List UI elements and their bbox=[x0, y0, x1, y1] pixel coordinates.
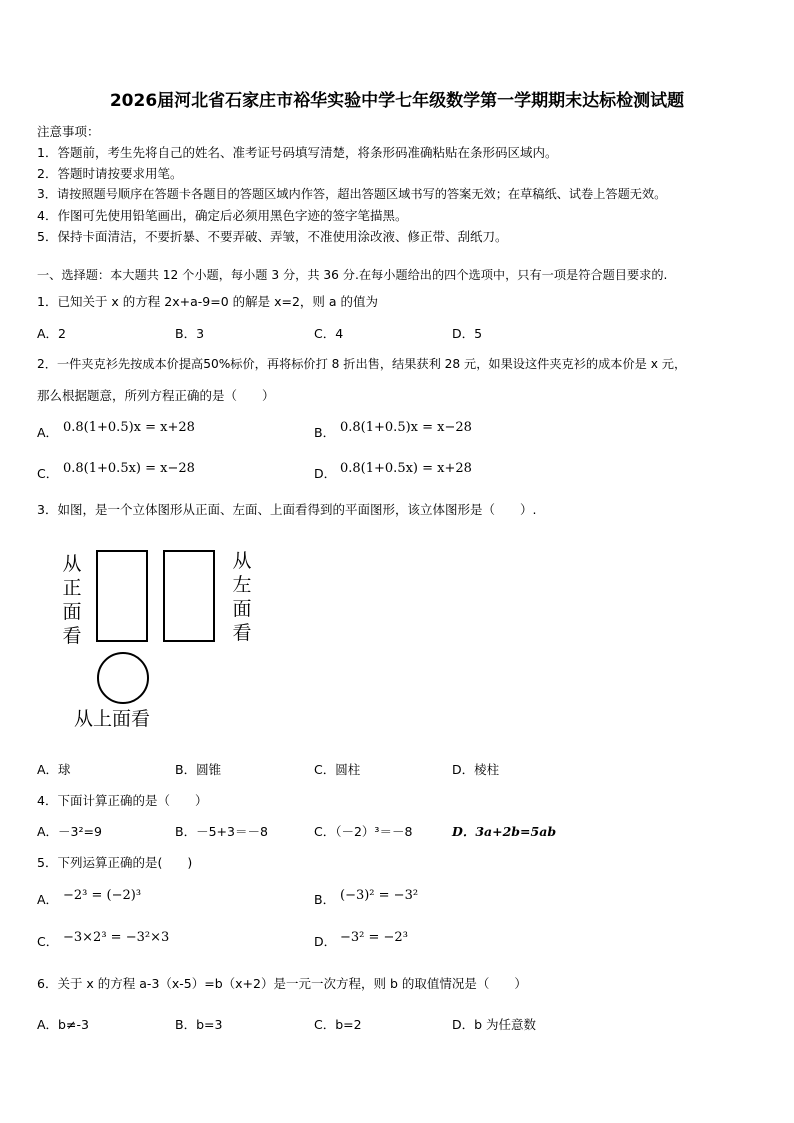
question-5-option-c-label: C． bbox=[37, 934, 59, 949]
question-5-option-b: (−3)² = −3² bbox=[340, 888, 419, 903]
question-5-option-a-label: A． bbox=[37, 892, 59, 907]
question-4-option-b: B．－5+3＝－8 bbox=[175, 824, 268, 839]
question-1-option-b: B．3 bbox=[175, 326, 205, 341]
question-3-option-c: C．圆柱 bbox=[314, 762, 361, 777]
question-4-option-a: A．－3²=9 bbox=[37, 824, 102, 839]
left-view-label: 从 左 面 看 bbox=[232, 550, 252, 644]
notice-heading: 注意事项： bbox=[37, 124, 100, 139]
question-6-stem: 6．关于 x 的方程 a-3（x-5）=b（x+2）是一元一次方程，则 b 的取值情况是（ ） bbox=[37, 976, 527, 991]
question-5-option-c: −3×2³ = −3²×3 bbox=[63, 930, 170, 945]
question-5-option-a: −2³ = (−2)³ bbox=[63, 888, 142, 903]
question-1-option-c: C．4 bbox=[314, 326, 344, 341]
question-1-stem: 1．已知关于 x 的方程 2x+a-9=0 的解是 x=2，则 a 的值为 bbox=[37, 294, 379, 309]
notice-item: 1．答题前，考生先将自己的姓名、准考证号码填写清楚，将条形码准确粘贴在条形码区域内。 bbox=[37, 145, 558, 160]
top-view-circle bbox=[97, 652, 149, 704]
front-view-label: 从 正 面 看 bbox=[62, 553, 82, 647]
question-1-option-d: D．5 bbox=[452, 326, 483, 341]
question-3-option-d: D．棱柱 bbox=[452, 762, 500, 777]
question-6-option-c: C．b=2 bbox=[314, 1017, 362, 1032]
question-2-option-b-label: B． bbox=[314, 425, 336, 440]
front-view-rectangle bbox=[96, 550, 148, 642]
question-2-option-d-label: D． bbox=[314, 466, 337, 481]
question-6-option-d: D．b 为任意数 bbox=[452, 1017, 537, 1032]
notice-item: 4．作图可先使用铅笔画出，确定后必须用黑色字迹的签字笔描黑。 bbox=[37, 208, 408, 223]
question-2-option-c: 0.8(1+0.5x) = x−28 bbox=[63, 461, 195, 476]
question-5-option-d: −3² = −2³ bbox=[340, 930, 408, 945]
question-5-option-b-label: B． bbox=[314, 892, 336, 907]
question-6-option-b: B．b=3 bbox=[175, 1017, 223, 1032]
question-2-stem-cont: 那么根据题意，所列方程正确的是（ ） bbox=[37, 388, 275, 403]
page-title: 2026届河北省石家庄市裕华实验中学七年级数学第一学期期末达标检测试题 bbox=[109, 91, 685, 111]
question-4-option-d: D．3a+2b=5ab bbox=[452, 824, 557, 839]
section-heading: 一、选择题：本大题共 12 个小题，每小题 3 分，共 36 分.在每小题给出的四个选项中，只有一项是符合题目要求的. bbox=[37, 268, 668, 282]
question-3-option-a: A．球 bbox=[37, 762, 71, 777]
question-3-option-b: B．圆锥 bbox=[175, 762, 222, 777]
question-4-stem: 4．下面计算正确的是（ ） bbox=[37, 793, 208, 808]
question-2-option-c-label: C． bbox=[37, 466, 59, 481]
question-6-option-a: A．b≠-3 bbox=[37, 1017, 89, 1032]
question-2-option-a-label: A． bbox=[37, 425, 59, 440]
question-2-option-d: 0.8(1+0.5x) = x+28 bbox=[340, 461, 472, 476]
top-view-label: 从上面看 bbox=[74, 708, 151, 730]
question-4-option-c: C．（－2）³＝－8 bbox=[314, 824, 413, 839]
question-1-option-a: A．2 bbox=[37, 326, 67, 341]
question-2-option-b: 0.8(1+0.5)x = x−28 bbox=[340, 420, 472, 435]
question-3-stem: 3．如图，是一个立体图形从正面、左面、上面看得到的平面图形，该立体图形是（ ）. bbox=[37, 502, 537, 517]
question-5-stem: 5．下列运算正确的是( ) bbox=[37, 855, 193, 870]
notice-item: 3．请按照题号顺序在答题卡各题目的答题区域内作答，超出答题区域书写的答案无效；在草稿纸、试卷上答题无效。 bbox=[37, 187, 667, 201]
notice-item: 5．保持卡面清洁，不要折暴、不要弄破、弄皱，不准使用涂改液、修正带、刮纸刀。 bbox=[37, 229, 508, 244]
question-5-option-d-label: D． bbox=[314, 934, 337, 949]
question-2-stem: 2．一件夹克衫先按成本价提高50%标价，再将标价打 8 折出售，结果获利 28 元，如果设这件夹克衫的成本价是 x 元， bbox=[37, 357, 687, 371]
left-view-rectangle bbox=[163, 550, 215, 642]
notice-item: 2．答题时请按要求用笔。 bbox=[37, 166, 183, 181]
question-2-option-a: 0.8(1+0.5)x = x+28 bbox=[63, 420, 195, 435]
